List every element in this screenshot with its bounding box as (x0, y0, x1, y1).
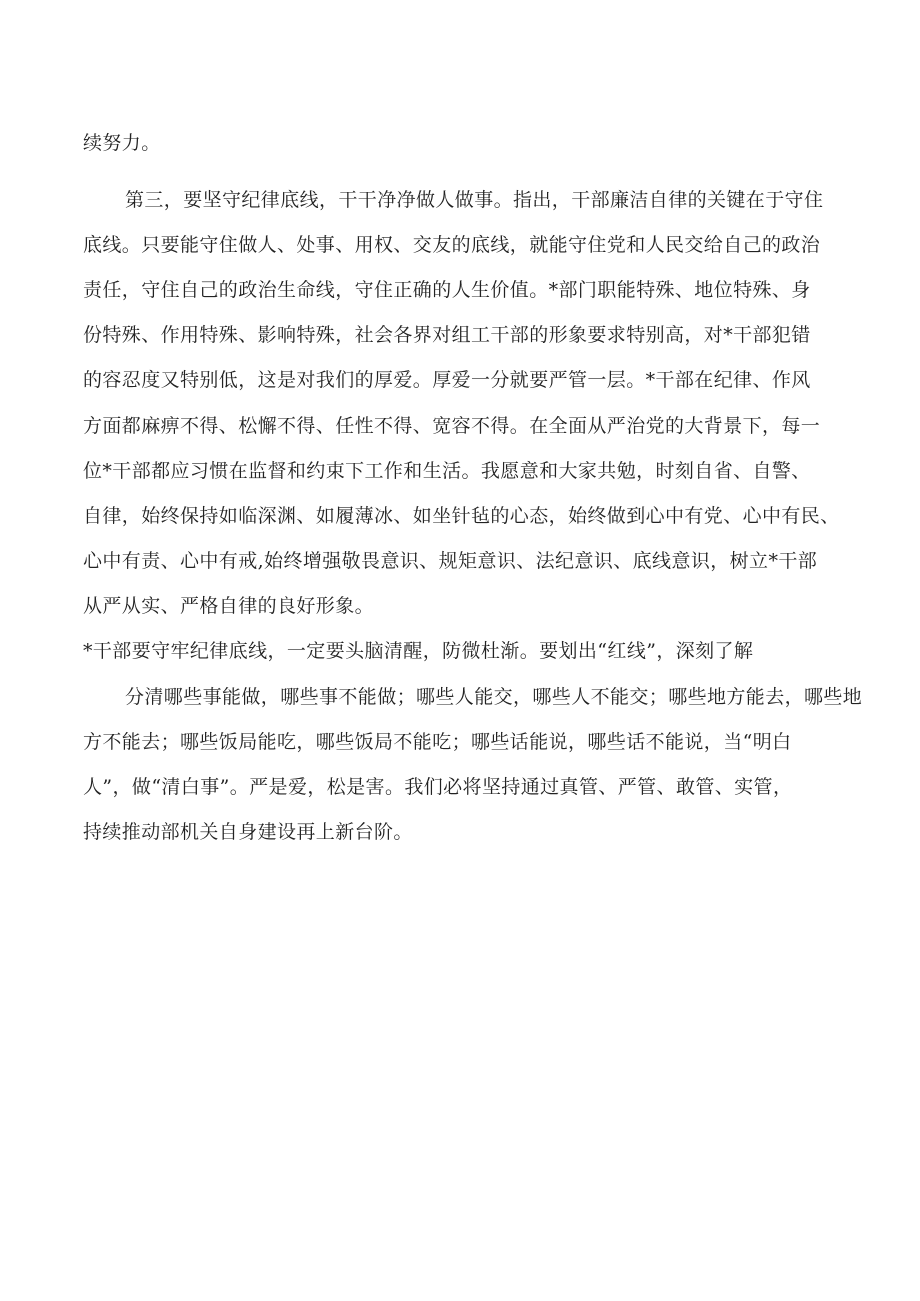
text-line: 心中有责、心中有戒,始终增强敬畏意识、规矩意识、法纪意识、底线意识，树立*干部 (83, 550, 818, 572)
text-line: 人”，做“清白事”。严是爱，松是害。我们必将坚持通过真管、严管、敢管、实管， (83, 776, 793, 798)
text-line: 方面都麻痹不得、松懈不得、任性不得、宽容不得。在全面从严治党的大背景下，每一 (83, 415, 821, 437)
text-line: 份特殊、作用特殊、影响特殊，社会各界对组工干部的形象要求特别高，对*干部犯错 (83, 324, 811, 346)
text-line: 责任，守住自己的政治生命线，守住正确的人生价值。*部门职能特殊、地位特殊、身 (83, 279, 811, 301)
paragraph-first-line: 分清哪些事能做，哪些事不能做；哪些人能交，哪些人不能交；哪些地方能去，哪些地 (125, 686, 863, 708)
text-line: 续努力。 (83, 132, 161, 154)
text-line: *干部要守牢纪律底线，一定要头脑清醒，防微杜渐。要划出“红线”，深刻了解 (83, 640, 754, 662)
text-line: 持续推动部机关自身建设再上新台阶。 (83, 821, 413, 843)
text-line: 方不能去；哪些饭局能吃，哪些饭局不能吃；哪些话能说，哪些话不能说，当“明白 (83, 731, 792, 753)
text-line: 从严从实、严格自律的良好形象。 (83, 595, 375, 617)
text-line: 的容忍度又特别低，这是对我们的厚爱。厚爱一分就要严管一层。*干部在纪律、作风 (83, 369, 811, 391)
text-line: 位*干部都应习惯在监督和约束下工作和生活。我愿意和大家共勉，时刻自省、自警、 (83, 460, 811, 482)
text-line: 自律，始终保持如临深渊、如履薄冰、如坐针毡的心态，始终做到心中有党、心中有民、 (83, 505, 840, 527)
paragraph-first-line: 第三，要坚守纪律底线，干干净净做人做事。指出，干部廉洁自律的关键在于守住 (125, 189, 824, 211)
text-line: 底线。只要能守住做人、处事、用权、交友的底线，就能守住党和人民交给自己的政治 (83, 234, 821, 256)
